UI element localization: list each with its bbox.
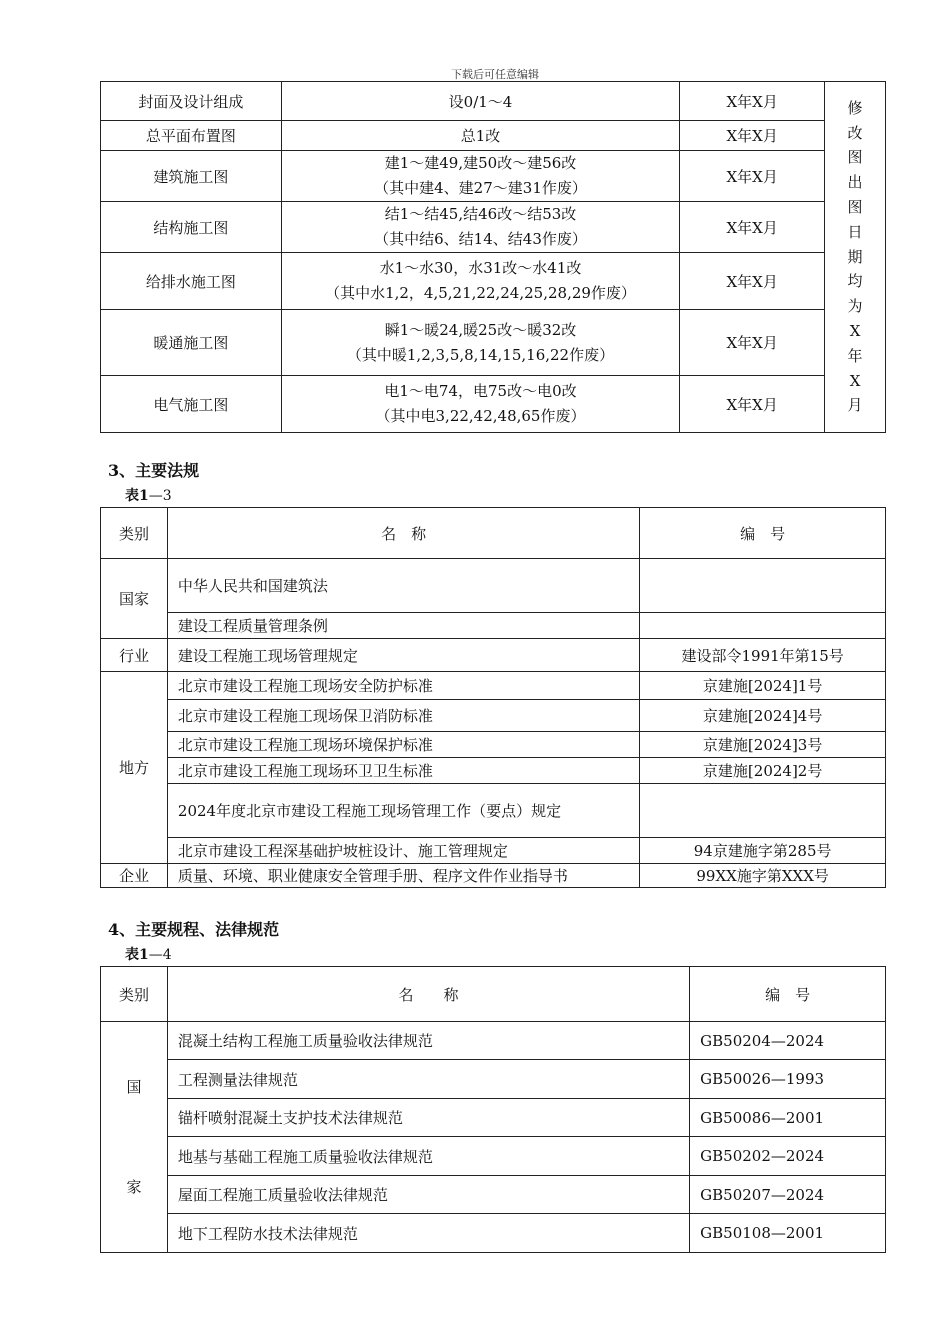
regulation-code: 94京建施字第285号	[640, 838, 886, 864]
category-cell: 行业	[101, 639, 168, 672]
standard-name: 屋面工程施工质量验收法律规范	[167, 1176, 689, 1214]
table-row	[101, 1099, 886, 1137]
remark-char: 修	[847, 98, 863, 117]
regulation-name: 质量、环境、职业健康安全管理手册、程序文件作业指导书	[167, 864, 639, 888]
table-header-row	[101, 967, 886, 1022]
remark-char: 月	[847, 396, 863, 415]
remark-char: 出	[847, 173, 863, 192]
table-number-prefix: 表1	[125, 488, 149, 504]
drawing-date: X年X月	[680, 376, 825, 433]
regulation-code: 99XX施字第XXX号	[640, 864, 886, 888]
table-number-suffix: —4	[148, 947, 172, 963]
table-row	[101, 82, 886, 121]
drawing-note: （其中水1,2，4,5,21,22,24,25,28,29作废）	[325, 284, 636, 302]
table-number-3	[125, 485, 172, 505]
drawing-note: （其中建4、建27～建31作废）	[374, 179, 587, 197]
drawing-name: 电气施工图	[101, 376, 282, 433]
drawing-name: 暖通施工图	[101, 310, 282, 376]
drawing-number: 瞬1～暖24,暖25改～暖32改	[384, 320, 577, 339]
table-number-prefix: 表1	[125, 947, 149, 963]
header-category: 类别	[101, 967, 168, 1022]
table-row	[101, 758, 886, 784]
regulation-name: 北京市建设工程施工现场保卫消防标准	[167, 700, 639, 732]
table-row	[101, 613, 886, 639]
regulation-name: 北京市建设工程施工现场环境保护标准	[167, 732, 639, 758]
standard-code: GB50204—2024	[690, 1022, 886, 1060]
regulation-code	[640, 784, 886, 838]
drawing-name: 封面及设计组成	[101, 82, 282, 121]
drawing-name: 总平面布置图	[101, 121, 282, 151]
drawing-number-cell	[281, 376, 680, 433]
drawing-number: 设0/1～4	[281, 82, 680, 121]
drawing-name: 建筑施工图	[101, 151, 282, 202]
regulation-name: 北京市建设工程施工现场环卫卫生标准	[167, 758, 639, 784]
remark-char: 年	[847, 346, 863, 365]
standard-code: GB50108—2001	[690, 1214, 886, 1253]
drawings-table	[100, 81, 886, 433]
drawing-number: 建1～建49,建50改～建56改	[384, 154, 577, 172]
category-cell: 地方	[101, 672, 168, 864]
header-code: 编 号	[640, 508, 886, 559]
table-number-suffix: —3	[148, 488, 172, 504]
drawing-date: X年X月	[680, 202, 825, 253]
remark-char: 期	[847, 247, 863, 266]
remark-char: 图	[847, 148, 863, 167]
header-code: 编 号	[690, 967, 886, 1022]
drawing-number-cell	[281, 151, 680, 202]
regulation-name: 2024年度北京市建设工程施工现场管理工作（要点）规定	[167, 784, 639, 838]
standard-name: 地基与基础工程施工质量验收法律规范	[167, 1137, 689, 1176]
remark-char: 为	[847, 297, 863, 316]
remark-char: X	[849, 371, 861, 390]
regulation-name: 建设工程施工现场管理规定	[167, 639, 639, 672]
drawing-name: 结构施工图	[101, 202, 282, 253]
table-row	[101, 864, 886, 888]
page-header: 下载后可任意编辑	[451, 68, 539, 81]
drawing-number: 结1～结45,结46改～结53改	[384, 205, 577, 223]
regulations-table	[100, 507, 886, 888]
table-row	[101, 1060, 886, 1099]
drawing-date: X年X月	[680, 82, 825, 121]
remark-char: X	[849, 321, 861, 340]
drawing-number: 水1～水30，水31改～水41改	[379, 259, 582, 277]
drawing-number: 总1改	[281, 121, 680, 151]
drawing-note: （其中电3,22,42,48,65作废）	[375, 407, 586, 425]
table-row	[101, 700, 886, 732]
table-row	[101, 838, 886, 864]
table-row	[101, 784, 886, 838]
table-row	[101, 376, 886, 433]
regulation-code: 京建施[2024]4号	[640, 700, 886, 732]
header-category: 类别	[101, 508, 168, 559]
regulation-code: 京建施[2024]2号	[640, 758, 886, 784]
table-row	[101, 151, 886, 202]
section-4-title: 4、主要规程、法律规范	[108, 920, 280, 939]
table-row	[101, 639, 886, 672]
table-row	[101, 672, 886, 700]
remark-char: 日	[847, 222, 863, 241]
drawing-number-cell	[281, 253, 680, 310]
table-row	[101, 1022, 886, 1060]
standard-code: GB50207—2024	[690, 1176, 886, 1214]
category-cell: 国家	[101, 559, 168, 639]
drawing-date: X年X月	[680, 253, 825, 310]
table-row	[101, 1137, 886, 1176]
regulation-name: 中华人民共和国建筑法	[167, 559, 639, 613]
drawing-note: （其中结6、结14、结43作废）	[374, 230, 587, 248]
remark-char: 改	[847, 123, 863, 142]
regulation-code: 京建施[2024]1号	[640, 672, 886, 700]
remark-char: 图	[847, 198, 863, 216]
standard-name: 地下工程防水技术法律规范	[167, 1214, 689, 1253]
standard-code: GB50026—1993	[690, 1060, 886, 1099]
regulation-code: 京建施[2024]3号	[640, 732, 886, 758]
section-3-title: 3、主要法规	[108, 461, 200, 480]
drawing-date: X年X月	[680, 310, 825, 376]
regulation-code: 建设部令1991年第15号	[640, 639, 886, 672]
header-name: 名 称	[167, 967, 689, 1022]
table-header-row	[101, 508, 886, 559]
regulation-code	[640, 559, 886, 613]
category-char: 国	[126, 1078, 142, 1096]
standard-name: 锚杆喷射混凝土支护技术法律规范	[167, 1099, 689, 1137]
drawing-number-cell	[281, 202, 680, 253]
standard-code: GB50202—2024	[690, 1137, 886, 1176]
drawing-note: （其中暖1,2,3,5,8,14,15,16,22作废）	[346, 345, 615, 364]
category-char: 家	[126, 1178, 142, 1196]
standard-name: 混凝土结构工程施工质量验收法律规范	[167, 1022, 689, 1060]
header-name: 名 称	[167, 508, 639, 559]
table-row	[101, 121, 886, 151]
table-row	[101, 732, 886, 758]
table-number-4	[125, 944, 172, 964]
regulation-name: 北京市建设工程深基础护坡桩设计、施工管理规定	[167, 838, 639, 864]
table-row	[101, 202, 886, 253]
remark-cell	[825, 82, 886, 433]
drawing-number-cell	[281, 310, 680, 376]
category-cell	[101, 1022, 168, 1253]
standards-table	[100, 966, 886, 1253]
regulation-code	[640, 613, 886, 639]
standard-code: GB50086—2001	[690, 1099, 886, 1137]
drawing-date: X年X月	[680, 121, 825, 151]
regulation-name: 北京市建设工程施工现场安全防护标准	[167, 672, 639, 700]
table-row	[101, 559, 886, 613]
standard-name: 工程测量法律规范	[167, 1060, 689, 1099]
table-row	[101, 310, 886, 376]
remark-char: 均	[847, 272, 863, 291]
table-row	[101, 1214, 886, 1253]
category-cell: 企业	[101, 864, 168, 888]
drawing-number: 电1～电74，电75改～电0改	[384, 382, 577, 400]
drawing-date: X年X月	[680, 151, 825, 202]
table-row	[101, 253, 886, 310]
drawing-name: 给排水施工图	[101, 253, 282, 310]
table-row	[101, 1176, 886, 1214]
regulation-name: 建设工程质量管理条例	[167, 613, 639, 639]
